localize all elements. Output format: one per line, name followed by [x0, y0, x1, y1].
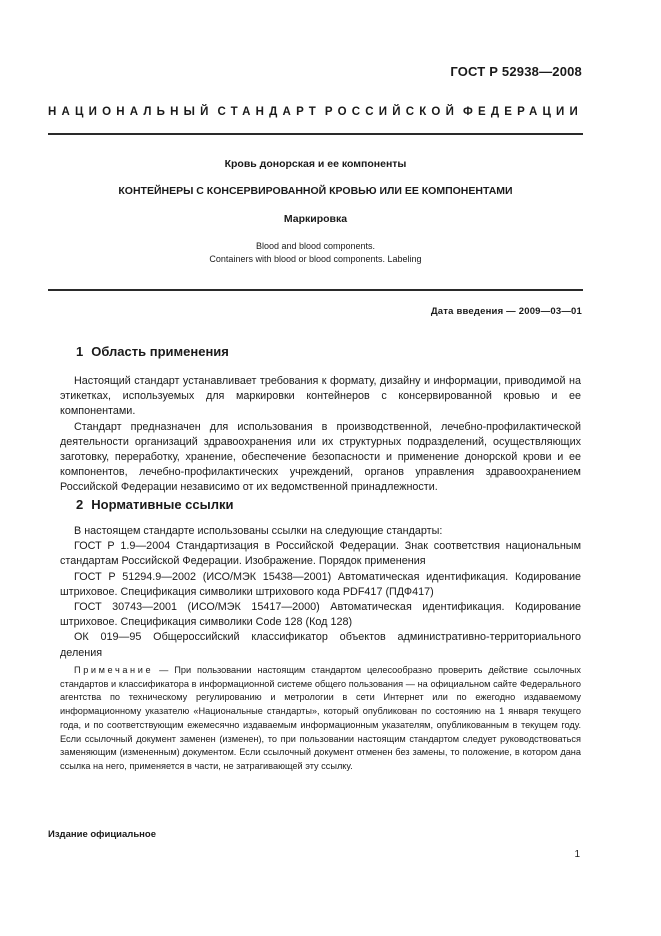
- title-english-line1: Blood and blood components.: [255, 241, 376, 251]
- document-id: ГОСТ Р 52938—2008: [450, 64, 582, 79]
- reference-item: ГОСТ 30743—2001 (ИСО/МЭК 15417—2000) Автоматическая идентификация. Кодирование штриховое. Спецификация символики Code 128 (Код 128): [60, 601, 581, 629]
- standard-title: [48, 106, 583, 118]
- note-label: Примечание: [74, 665, 154, 675]
- title-group: Кровь донорская и ее компоненты: [224, 158, 407, 170]
- title-english-line2: Containers with blood or blood components. Labeling: [209, 254, 422, 264]
- paragraph: Настоящий стандарт устанавливает требования к формату, дизайну и информации, приводимой на этикетках, используемых для маркировки контейнеров с консервированной кровью и ее компонентами.: [60, 375, 581, 418]
- reference-item: ГОСТ Р 1.9—2004 Стандартизация в Российской Федерации. Знак соответствия национальным стандартам Российской Федерации. Изображение. Порядок применения: [60, 540, 581, 568]
- standard-title-word: ФЕДЕРАЦИИ: [462, 106, 583, 118]
- section-title: Нормативные ссылки: [91, 497, 234, 512]
- section-number: 2: [76, 497, 84, 512]
- section-1-heading: [76, 344, 229, 359]
- paragraph: В настоящем стандарте использованы ссылки на следующие стандарты:: [74, 525, 443, 537]
- page-number: 1: [574, 849, 580, 860]
- note-paragraph: [60, 664, 581, 774]
- standard-title-word: НАЦИОНАЛЬНЫЙ: [48, 106, 214, 118]
- reference-item: ГОСТ Р 51294.9—2002 (ИСО/МЭК 15438—2001) Автоматическая идентификация. Кодирование штриховое. Спецификация символики штрихового кода PDF417 (ПДФ417): [60, 570, 581, 598]
- section-2-heading: [76, 497, 233, 512]
- paragraph: Стандарт предназначен для использования в производственной, лечебно-профилактической деятельности организаций здравоохранения или их структурных подразделений, осуществляющих заготовку, переработку, хранение, обеспечение безопасности и применение донорской крови и ее компонентов, лечебно-профилактических учреждений, органов управления здравоохранением Российской Федерации независимо от их ведомственной принадлежности.: [60, 420, 581, 494]
- section-1-body: [60, 374, 581, 496]
- standard-title-word: РОССИЙСКОЙ: [324, 106, 460, 118]
- top-divider: [48, 133, 583, 135]
- bottom-divider: [48, 289, 583, 291]
- section-2-body: [60, 524, 581, 661]
- standard-title-word: СТАНДАРТ: [217, 106, 322, 118]
- reference-item: ОК 019—95 Общероссийский классификатор объектов административно-территориального деления: [60, 631, 581, 659]
- section-title: Область применения: [91, 344, 229, 359]
- section-number: 1: [76, 344, 84, 359]
- edition-label: Издание официальное: [48, 829, 156, 840]
- introduction-date: Дата введения — 2009—03—01: [430, 306, 582, 317]
- note-block: [60, 664, 581, 774]
- note-text: — При пользовании настоящим стандартом целесообразно проверить действие ссылочных стандартов и классификатора в информационной системе общего пользования — на официальном сайте Федерального агентства по техническому регулированию и метрологии в сети Интернет или по ежегодно издаваемому информационному указателю «Национальные стандарты», который опубликован по состоянию на 1 января текущего года, и по соответствующим ежемесячно издаваемым информационным указателям, опубликованным в текущем году. Если ссылочный документ заменен (изменен), то при пользовании настоящим стандартом следует руководствоваться заменяющим (измененным) документом. Если ссылочный документ отменен без замены, то положение, в котором дана ссылка на него, применяется в части, не затрагивающей эту ссылку.: [60, 665, 581, 771]
- title-main: КОНТЕЙНЕРЫ С КОНСЕРВИРОВАННОЙ КРОВЬЮ ИЛИ ЕЕ КОМПОНЕНТАМИ: [118, 185, 513, 197]
- title-sub: Маркировка: [283, 213, 348, 225]
